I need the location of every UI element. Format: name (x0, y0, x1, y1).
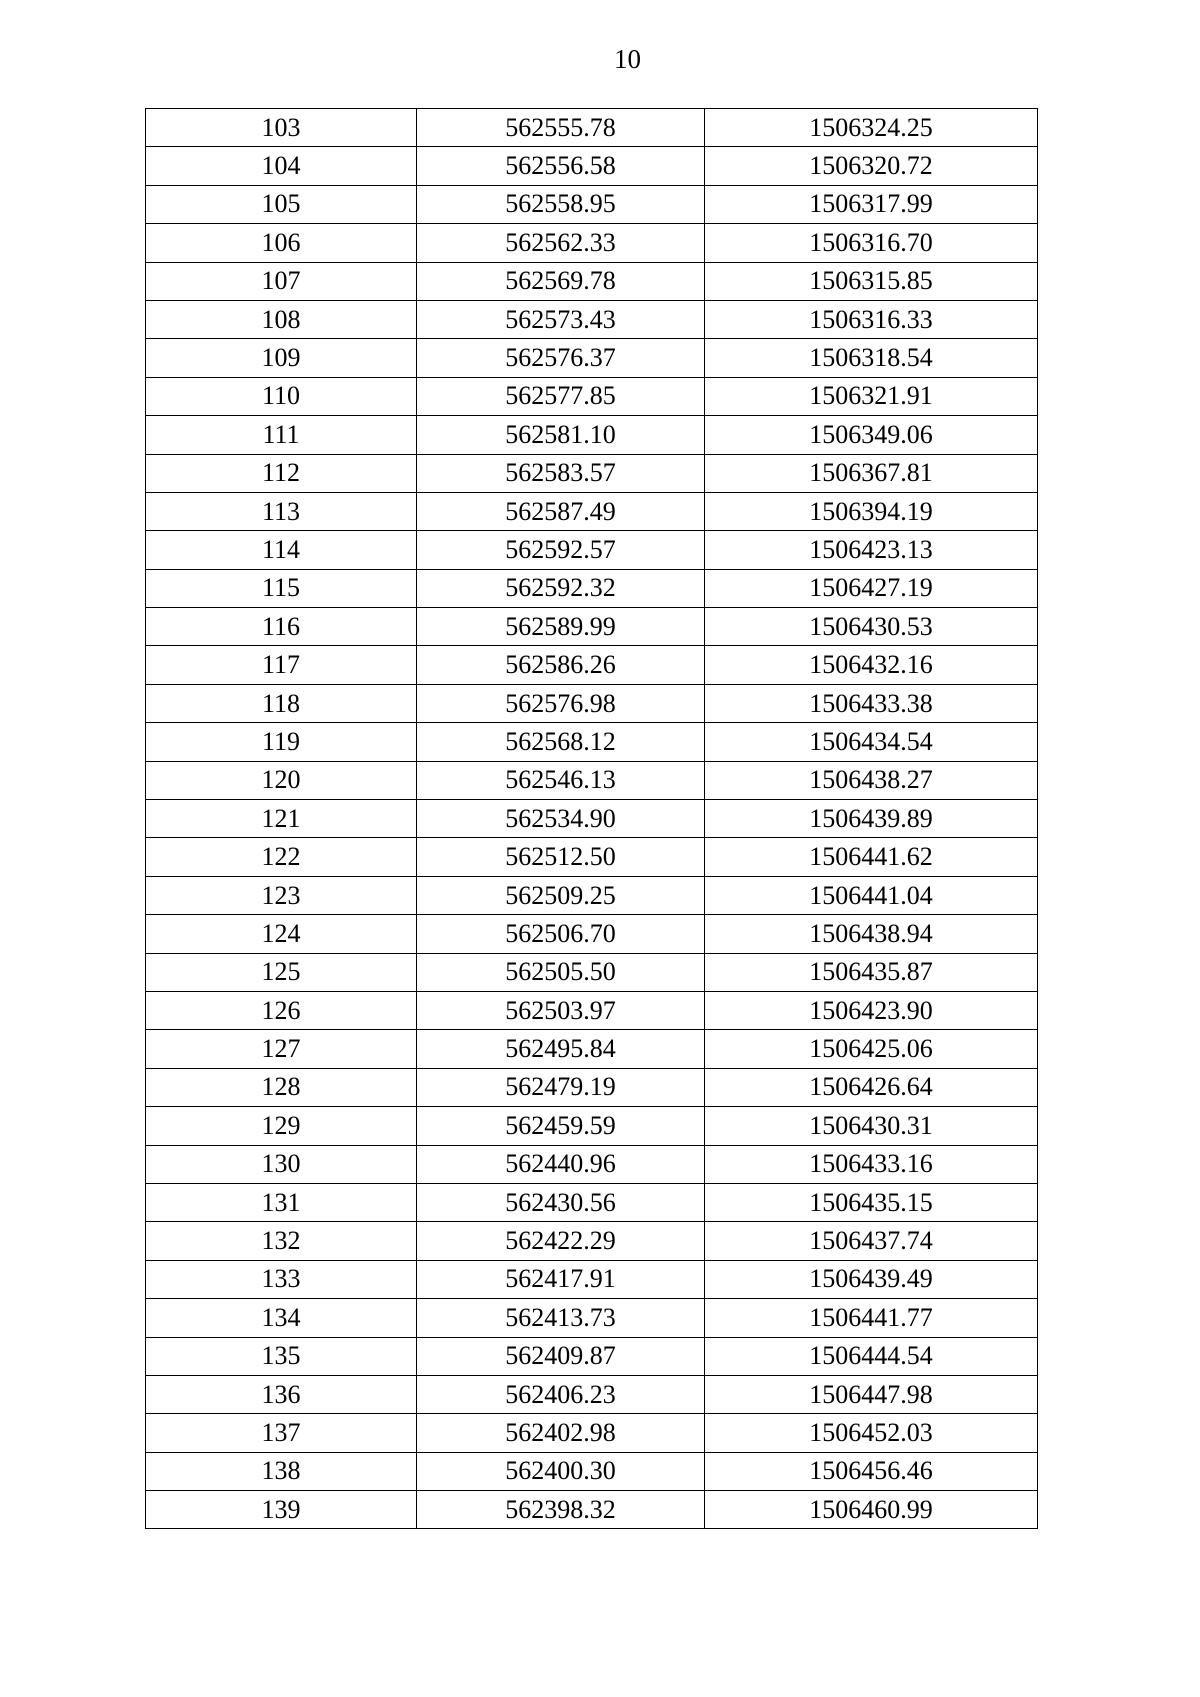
table-row (146, 262, 1038, 300)
table-row (146, 1414, 1038, 1452)
table-row (146, 1068, 1038, 1106)
x-coordinate-cell: 562430.56 (417, 1183, 705, 1221)
y-coordinate-cell: 1506317.99 (705, 185, 1038, 223)
y-coordinate-cell: 1506441.62 (705, 838, 1038, 876)
x-coordinate-cell: 562558.95 (417, 185, 705, 223)
table-row (146, 1260, 1038, 1298)
table-row (146, 723, 1038, 761)
table-row (146, 300, 1038, 338)
table-row (146, 761, 1038, 799)
x-coordinate-cell: 562592.32 (417, 569, 705, 607)
point-number-cell: 126 (146, 991, 417, 1029)
x-coordinate-cell: 562409.87 (417, 1337, 705, 1375)
table-row (146, 800, 1038, 838)
y-coordinate-cell: 1506460.99 (705, 1491, 1038, 1529)
y-coordinate-cell: 1506394.19 (705, 492, 1038, 530)
point-number-cell: 103 (146, 109, 417, 147)
x-coordinate-cell: 562400.30 (417, 1452, 705, 1490)
x-coordinate-cell: 562587.49 (417, 492, 705, 530)
y-coordinate-cell: 1506437.74 (705, 1222, 1038, 1260)
point-number-cell: 125 (146, 953, 417, 991)
y-coordinate-cell: 1506321.91 (705, 377, 1038, 415)
point-number-cell: 139 (146, 1491, 417, 1529)
x-coordinate-cell: 562568.12 (417, 723, 705, 761)
table-row (146, 1337, 1038, 1375)
table-row (146, 1183, 1038, 1221)
point-number-cell: 122 (146, 838, 417, 876)
point-number-cell: 115 (146, 569, 417, 607)
y-coordinate-cell: 1506456.46 (705, 1452, 1038, 1490)
point-number-cell: 128 (146, 1068, 417, 1106)
point-number-cell: 137 (146, 1414, 417, 1452)
x-coordinate-cell: 562569.78 (417, 262, 705, 300)
x-coordinate-cell: 562506.70 (417, 915, 705, 953)
point-number-cell: 131 (146, 1183, 417, 1221)
table-row (146, 454, 1038, 492)
y-coordinate-cell: 1506423.90 (705, 991, 1038, 1029)
point-number-cell: 116 (146, 608, 417, 646)
x-coordinate-cell: 562576.98 (417, 684, 705, 722)
y-coordinate-cell: 1506423.13 (705, 531, 1038, 569)
table-row (146, 224, 1038, 262)
x-coordinate-cell: 562505.50 (417, 953, 705, 991)
table-row (146, 377, 1038, 415)
table-row (146, 1452, 1038, 1490)
x-coordinate-cell: 562509.25 (417, 876, 705, 914)
table-row (146, 569, 1038, 607)
x-coordinate-cell: 562581.10 (417, 416, 705, 454)
point-number-cell: 106 (146, 224, 417, 262)
x-coordinate-cell: 562402.98 (417, 1414, 705, 1452)
x-coordinate-cell: 562586.26 (417, 646, 705, 684)
point-number-cell: 129 (146, 1107, 417, 1145)
point-number-cell: 110 (146, 377, 417, 415)
point-number-cell: 136 (146, 1375, 417, 1413)
y-coordinate-cell: 1506438.27 (705, 761, 1038, 799)
table-row (146, 1375, 1038, 1413)
x-coordinate-cell: 562576.37 (417, 339, 705, 377)
x-coordinate-cell: 562459.59 (417, 1107, 705, 1145)
point-number-cell: 127 (146, 1030, 417, 1068)
x-coordinate-cell: 562589.99 (417, 608, 705, 646)
point-number-cell: 121 (146, 800, 417, 838)
point-number-cell: 113 (146, 492, 417, 530)
table-row (146, 416, 1038, 454)
table-row (146, 991, 1038, 1029)
table-row (146, 608, 1038, 646)
y-coordinate-cell: 1506435.87 (705, 953, 1038, 991)
x-coordinate-cell: 562503.97 (417, 991, 705, 1029)
y-coordinate-cell: 1506435.15 (705, 1183, 1038, 1221)
table-row (146, 492, 1038, 530)
y-coordinate-cell: 1506447.98 (705, 1375, 1038, 1413)
y-coordinate-cell: 1506426.64 (705, 1068, 1038, 1106)
coordinates-table (145, 108, 1038, 1529)
table-row (146, 1107, 1038, 1145)
y-coordinate-cell: 1506320.72 (705, 147, 1038, 185)
x-coordinate-cell: 562546.13 (417, 761, 705, 799)
table-row (146, 915, 1038, 953)
point-number-cell: 117 (146, 646, 417, 684)
x-coordinate-cell: 562573.43 (417, 300, 705, 338)
y-coordinate-cell: 1506315.85 (705, 262, 1038, 300)
x-coordinate-cell: 562495.84 (417, 1030, 705, 1068)
table-row (146, 646, 1038, 684)
y-coordinate-cell: 1506316.70 (705, 224, 1038, 262)
point-number-cell: 120 (146, 761, 417, 799)
y-coordinate-cell: 1506324.25 (705, 109, 1038, 147)
x-coordinate-cell: 562413.73 (417, 1299, 705, 1337)
table-row (146, 953, 1038, 991)
y-coordinate-cell: 1506316.33 (705, 300, 1038, 338)
y-coordinate-cell: 1506452.03 (705, 1414, 1038, 1452)
y-coordinate-cell: 1506441.77 (705, 1299, 1038, 1337)
table-row (146, 1222, 1038, 1260)
page-number: 10 (614, 44, 641, 74)
y-coordinate-cell: 1506349.06 (705, 416, 1038, 454)
table-row (146, 109, 1038, 147)
y-coordinate-cell: 1506425.06 (705, 1030, 1038, 1068)
point-number-cell: 135 (146, 1337, 417, 1375)
x-coordinate-cell: 562440.96 (417, 1145, 705, 1183)
y-coordinate-cell: 1506430.31 (705, 1107, 1038, 1145)
table-row (146, 531, 1038, 569)
y-coordinate-cell: 1506439.49 (705, 1260, 1038, 1298)
y-coordinate-cell: 1506439.89 (705, 800, 1038, 838)
point-number-cell: 130 (146, 1145, 417, 1183)
x-coordinate-cell: 562577.85 (417, 377, 705, 415)
x-coordinate-cell: 562406.23 (417, 1375, 705, 1413)
x-coordinate-cell: 562592.57 (417, 531, 705, 569)
y-coordinate-cell: 1506367.81 (705, 454, 1038, 492)
table-row (146, 1299, 1038, 1337)
table-row (146, 684, 1038, 722)
table-row (146, 147, 1038, 185)
y-coordinate-cell: 1506438.94 (705, 915, 1038, 953)
y-coordinate-cell: 1506430.53 (705, 608, 1038, 646)
y-coordinate-cell: 1506433.38 (705, 684, 1038, 722)
point-number-cell: 132 (146, 1222, 417, 1260)
x-coordinate-cell: 562422.29 (417, 1222, 705, 1260)
table-row (146, 1145, 1038, 1183)
x-coordinate-cell: 562479.19 (417, 1068, 705, 1106)
x-coordinate-cell: 562556.58 (417, 147, 705, 185)
point-number-cell: 138 (146, 1452, 417, 1490)
point-number-cell: 104 (146, 147, 417, 185)
point-number-cell: 134 (146, 1299, 417, 1337)
y-coordinate-cell: 1506318.54 (705, 339, 1038, 377)
point-number-cell: 124 (146, 915, 417, 953)
y-coordinate-cell: 1506427.19 (705, 569, 1038, 607)
point-number-cell: 105 (146, 185, 417, 223)
table-row (146, 339, 1038, 377)
point-number-cell: 108 (146, 300, 417, 338)
x-coordinate-cell: 562512.50 (417, 838, 705, 876)
point-number-cell: 133 (146, 1260, 417, 1298)
y-coordinate-cell: 1506441.04 (705, 876, 1038, 914)
point-number-cell: 118 (146, 684, 417, 722)
table-row (146, 1491, 1038, 1529)
point-number-cell: 114 (146, 531, 417, 569)
point-number-cell: 119 (146, 723, 417, 761)
table-row (146, 838, 1038, 876)
table-row (146, 185, 1038, 223)
y-coordinate-cell: 1506433.16 (705, 1145, 1038, 1183)
x-coordinate-cell: 562534.90 (417, 800, 705, 838)
point-number-cell: 112 (146, 454, 417, 492)
y-coordinate-cell: 1506434.54 (705, 723, 1038, 761)
x-coordinate-cell: 562398.32 (417, 1491, 705, 1529)
x-coordinate-cell: 562417.91 (417, 1260, 705, 1298)
point-number-cell: 109 (146, 339, 417, 377)
point-number-cell: 107 (146, 262, 417, 300)
point-number-cell: 111 (146, 416, 417, 454)
y-coordinate-cell: 1506432.16 (705, 646, 1038, 684)
table-row (146, 876, 1038, 914)
x-coordinate-cell: 562562.33 (417, 224, 705, 262)
x-coordinate-cell: 562555.78 (417, 109, 705, 147)
table-row (146, 1030, 1038, 1068)
coordinates-table-body (146, 109, 1038, 1529)
point-number-cell: 123 (146, 876, 417, 914)
x-coordinate-cell: 562583.57 (417, 454, 705, 492)
y-coordinate-cell: 1506444.54 (705, 1337, 1038, 1375)
